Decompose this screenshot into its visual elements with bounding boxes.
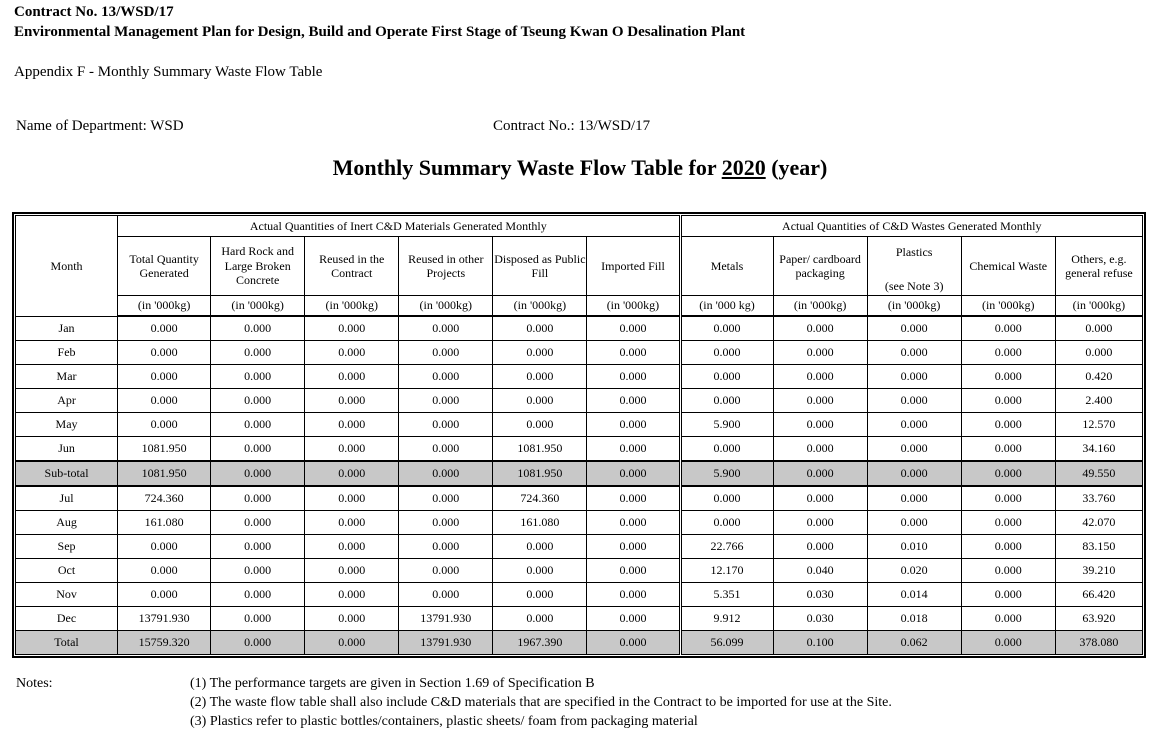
value-cell: 0.000 — [399, 511, 493, 535]
value-cell: 0.000 — [961, 486, 1055, 511]
value-cell: 15759.320 — [118, 631, 211, 655]
month-cell: Sep — [16, 535, 118, 559]
plan-heading: Environmental Management Plan for Design, Build and Operate First Stage of Tseung Kwan O Desalination Plant — [14, 24, 746, 40]
value-cell: 0.000 — [680, 511, 773, 535]
value-cell: 1081.950 — [493, 461, 587, 486]
table-row — [16, 583, 1143, 607]
value-cell: 0.000 — [305, 486, 399, 511]
unit-label: (in '000kg) — [493, 296, 587, 317]
value-cell: 0.000 — [118, 583, 211, 607]
month-cell: Dec — [16, 607, 118, 631]
value-cell: 0.000 — [493, 389, 587, 413]
value-cell: 0.000 — [493, 583, 587, 607]
month-cell: Mar — [16, 365, 118, 389]
value-cell: 0.000 — [118, 316, 211, 341]
value-cell: 0.000 — [680, 486, 773, 511]
value-cell: 0.100 — [773, 631, 867, 655]
value-cell: 0.000 — [399, 389, 493, 413]
value-cell: 0.000 — [211, 607, 305, 631]
value-cell: 0.000 — [211, 535, 305, 559]
value-cell: 0.000 — [587, 583, 680, 607]
value-cell: 0.000 — [961, 511, 1055, 535]
value-cell: 5.900 — [680, 413, 773, 437]
value-cell: 0.000 — [773, 413, 867, 437]
value-cell: 0.000 — [305, 461, 399, 486]
unit-label: (in '000kg) — [867, 296, 961, 317]
table-row — [16, 365, 1143, 389]
value-cell: 0.000 — [773, 461, 867, 486]
value-cell: 0.000 — [773, 486, 867, 511]
value-cell: 12.570 — [1055, 413, 1142, 437]
value-cell: 0.000 — [399, 461, 493, 486]
column-header: Reused in the Contract — [305, 237, 399, 296]
column-header: Paper/ cardboard packaging — [773, 237, 867, 296]
value-cell: 724.360 — [118, 486, 211, 511]
value-cell: 0.000 — [961, 583, 1055, 607]
value-cell: 0.000 — [399, 437, 493, 462]
column-header: Others, e.g. general refuse — [1055, 237, 1142, 296]
value-cell: 0.000 — [493, 316, 587, 341]
value-cell: 0.000 — [680, 316, 773, 341]
value-cell: 0.000 — [305, 413, 399, 437]
month-cell: Apr — [16, 389, 118, 413]
value-cell: 1081.950 — [118, 437, 211, 462]
table-row — [16, 559, 1143, 583]
value-cell: 0.000 — [587, 607, 680, 631]
month-cell: Jan — [16, 316, 118, 341]
plastics-header-label: Plastics — [895, 245, 933, 259]
unit-label: (in '000kg) — [211, 296, 305, 317]
value-cell: 0.000 — [587, 511, 680, 535]
value-cell: 0.000 — [305, 437, 399, 462]
value-cell: 0.000 — [587, 316, 680, 341]
value-cell: 0.000 — [211, 413, 305, 437]
value-cell: 0.000 — [1055, 341, 1142, 365]
value-cell: 0.000 — [118, 389, 211, 413]
value-cell: 39.210 — [1055, 559, 1142, 583]
month-cell: Jun — [16, 437, 118, 462]
month-cell: May — [16, 413, 118, 437]
table-row — [16, 607, 1143, 631]
value-cell: 0.000 — [961, 607, 1055, 631]
value-cell: 0.000 — [211, 365, 305, 389]
value-cell: 0.000 — [305, 559, 399, 583]
table-row — [16, 535, 1143, 559]
month-cell: Sub-total — [16, 461, 118, 486]
cd-wastes-group-header: Actual Quantities of C&D Wastes Generated Monthly — [680, 216, 1143, 237]
note-item: (2) The waste flow table shall also include C&D materials that are specified in the Contract to be imported for use at the Site. — [190, 695, 892, 710]
value-cell: 0.000 — [961, 437, 1055, 462]
waste-flow-table — [15, 215, 1143, 655]
value-cell: 5.351 — [680, 583, 773, 607]
month-cell: Aug — [16, 511, 118, 535]
value-cell: 0.000 — [118, 413, 211, 437]
value-cell: 0.000 — [305, 583, 399, 607]
unit-label: (in '000kg) — [305, 296, 399, 317]
column-header: Metals — [680, 237, 773, 296]
value-cell: 49.550 — [1055, 461, 1142, 486]
table-row — [16, 486, 1143, 511]
value-cell: 0.000 — [680, 365, 773, 389]
note-item: (1) The performance targets are given in Section 1.69 of Specification B — [190, 676, 595, 691]
month-cell: Nov — [16, 583, 118, 607]
value-cell: 0.000 — [211, 631, 305, 655]
table-row — [16, 461, 1143, 486]
value-cell: 0.000 — [773, 437, 867, 462]
unit-label: (in '000kg) — [118, 296, 211, 317]
table-row — [16, 631, 1143, 655]
value-cell: 0.000 — [773, 316, 867, 341]
value-cell: 0.000 — [493, 413, 587, 437]
column-header: Disposed as Public Fill — [493, 237, 587, 296]
value-cell: 56.099 — [680, 631, 773, 655]
value-cell: 0.000 — [867, 437, 961, 462]
value-cell: 0.000 — [961, 461, 1055, 486]
value-cell: 0.000 — [399, 316, 493, 341]
notes-label: Notes: — [16, 676, 53, 691]
value-cell: 0.000 — [961, 316, 1055, 341]
value-cell: 0.000 — [493, 535, 587, 559]
value-cell: 0.000 — [680, 341, 773, 365]
value-cell: 0.020 — [867, 559, 961, 583]
waste-flow-table-frame — [12, 212, 1146, 658]
value-cell: 13791.930 — [399, 607, 493, 631]
table-body — [16, 316, 1143, 655]
department-label: Name of Department: WSD — [16, 118, 184, 134]
value-cell: 0.000 — [867, 461, 961, 486]
value-cell: 0.000 — [305, 511, 399, 535]
value-cell: 34.160 — [1055, 437, 1142, 462]
value-cell: 13791.930 — [118, 607, 211, 631]
value-cell: 0.000 — [211, 461, 305, 486]
value-cell: 0.000 — [211, 389, 305, 413]
value-cell: 0.000 — [587, 437, 680, 462]
value-cell: 0.030 — [773, 583, 867, 607]
plastics-column-header — [867, 237, 961, 296]
value-cell: 0.010 — [867, 535, 961, 559]
value-cell: 0.000 — [587, 365, 680, 389]
value-cell: 1967.390 — [493, 631, 587, 655]
value-cell: 63.920 — [1055, 607, 1142, 631]
value-cell: 1081.950 — [118, 461, 211, 486]
value-cell: 0.000 — [399, 365, 493, 389]
value-cell: 0.000 — [587, 631, 680, 655]
value-cell: 42.070 — [1055, 511, 1142, 535]
value-cell: 0.000 — [587, 413, 680, 437]
value-cell: 0.000 — [211, 559, 305, 583]
value-cell: 0.000 — [305, 631, 399, 655]
value-cell: 0.000 — [867, 341, 961, 365]
value-cell: 0.000 — [587, 341, 680, 365]
value-cell: 0.000 — [399, 341, 493, 365]
table-row — [16, 437, 1143, 462]
value-cell: 2.400 — [1055, 389, 1142, 413]
month-cell: Jul — [16, 486, 118, 511]
value-cell: 0.000 — [305, 341, 399, 365]
value-cell: 0.000 — [118, 559, 211, 583]
value-cell: 0.000 — [587, 559, 680, 583]
value-cell: 0.000 — [773, 511, 867, 535]
unit-label: (in '000kg) — [1055, 296, 1142, 317]
value-cell: 0.000 — [493, 559, 587, 583]
table-row — [16, 389, 1143, 413]
value-cell: 0.000 — [680, 437, 773, 462]
month-cell: Oct — [16, 559, 118, 583]
value-cell: 161.080 — [118, 511, 211, 535]
value-cell: 0.000 — [867, 389, 961, 413]
column-header: Chemical Waste — [961, 237, 1055, 296]
unit-label: (in '000 kg) — [680, 296, 773, 317]
value-cell: 0.000 — [211, 341, 305, 365]
value-cell: 0.000 — [399, 583, 493, 607]
month-cell: Feb — [16, 341, 118, 365]
value-cell: 9.912 — [680, 607, 773, 631]
unit-label: (in '000kg) — [399, 296, 493, 317]
value-cell: 66.420 — [1055, 583, 1142, 607]
value-cell: 0.000 — [961, 535, 1055, 559]
value-cell: 0.000 — [867, 486, 961, 511]
value-cell: 0.000 — [961, 413, 1055, 437]
value-cell: 0.000 — [961, 631, 1055, 655]
value-cell: 0.000 — [587, 461, 680, 486]
value-cell: 0.000 — [867, 316, 961, 341]
value-cell: 0.000 — [399, 559, 493, 583]
value-cell: 0.018 — [867, 607, 961, 631]
value-cell: 0.000 — [211, 316, 305, 341]
value-cell: 0.000 — [961, 365, 1055, 389]
value-cell: 0.014 — [867, 583, 961, 607]
value-cell: 0.000 — [867, 413, 961, 437]
value-cell: 5.900 — [680, 461, 773, 486]
unit-label: (in '000kg) — [961, 296, 1055, 317]
contract-number-label: Contract No.: 13/WSD/17 — [493, 118, 651, 134]
column-header: Reused in other Projects — [399, 237, 493, 296]
value-cell: 0.000 — [399, 486, 493, 511]
column-header: Total Quantity Generated — [118, 237, 211, 296]
inert-materials-group-header: Actual Quantities of Inert C&D Materials Generated Monthly — [118, 216, 680, 237]
table-row — [16, 511, 1143, 535]
value-cell: 0.030 — [773, 607, 867, 631]
value-cell: 0.000 — [587, 535, 680, 559]
month-column-header: Month — [16, 216, 118, 317]
value-cell: 0.000 — [961, 341, 1055, 365]
value-cell: 0.000 — [305, 535, 399, 559]
title-year: 2020 — [721, 155, 766, 180]
value-cell: 0.000 — [211, 437, 305, 462]
value-cell: 0.040 — [773, 559, 867, 583]
appendix-heading: Appendix F - Monthly Summary Waste Flow Table — [14, 64, 323, 80]
value-cell: 0.000 — [305, 389, 399, 413]
value-cell: 0.000 — [587, 486, 680, 511]
unit-label: (in '000kg) — [773, 296, 867, 317]
title-prefix: Monthly Summary Waste Flow Table for — [332, 155, 722, 180]
value-cell: 12.170 — [680, 559, 773, 583]
value-cell: 0.000 — [493, 341, 587, 365]
value-cell: 0.000 — [680, 389, 773, 413]
value-cell: 0.000 — [867, 365, 961, 389]
value-cell: 22.766 — [680, 535, 773, 559]
contract-heading: Contract No. 13/WSD/17 — [14, 4, 174, 20]
value-cell: 1081.950 — [493, 437, 587, 462]
table-row — [16, 316, 1143, 341]
plastics-header-note: (see Note 3) — [884, 278, 944, 293]
value-cell: 0.000 — [305, 365, 399, 389]
value-cell: 0.000 — [773, 535, 867, 559]
value-cell: 0.062 — [867, 631, 961, 655]
value-cell: 0.000 — [961, 389, 1055, 413]
value-cell: 0.000 — [118, 365, 211, 389]
value-cell: 378.080 — [1055, 631, 1142, 655]
value-cell: 0.420 — [1055, 365, 1142, 389]
unit-label: (in '000kg) — [587, 296, 680, 317]
value-cell: 0.000 — [118, 535, 211, 559]
value-cell: 0.000 — [399, 535, 493, 559]
value-cell: 0.000 — [587, 389, 680, 413]
value-cell: 0.000 — [305, 607, 399, 631]
value-cell: 0.000 — [305, 316, 399, 341]
value-cell: 0.000 — [118, 341, 211, 365]
value-cell: 0.000 — [399, 413, 493, 437]
value-cell: 161.080 — [493, 511, 587, 535]
value-cell: 13791.930 — [399, 631, 493, 655]
value-cell: 0.000 — [773, 389, 867, 413]
value-cell: 33.760 — [1055, 486, 1142, 511]
table-row — [16, 341, 1143, 365]
value-cell: 0.000 — [773, 341, 867, 365]
value-cell: 0.000 — [961, 559, 1055, 583]
title-suffix: (year) — [765, 155, 828, 180]
note-item: (3) Plastics refer to plastic bottles/containers, plastic sheets/ foam from packaging material — [190, 714, 698, 729]
value-cell: 0.000 — [1055, 316, 1142, 341]
value-cell: 0.000 — [773, 365, 867, 389]
value-cell: 0.000 — [211, 511, 305, 535]
value-cell: 0.000 — [211, 486, 305, 511]
value-cell: 83.150 — [1055, 535, 1142, 559]
table-row — [16, 413, 1143, 437]
value-cell: 0.000 — [493, 365, 587, 389]
page-title — [0, 155, 1156, 181]
value-cell: 0.000 — [867, 511, 961, 535]
column-header: Imported Fill — [587, 237, 680, 296]
value-cell: 0.000 — [211, 583, 305, 607]
month-cell: Total — [16, 631, 118, 655]
value-cell: 0.000 — [493, 607, 587, 631]
column-header: Hard Rock and Large Broken Concrete — [211, 237, 305, 296]
value-cell: 724.360 — [493, 486, 587, 511]
